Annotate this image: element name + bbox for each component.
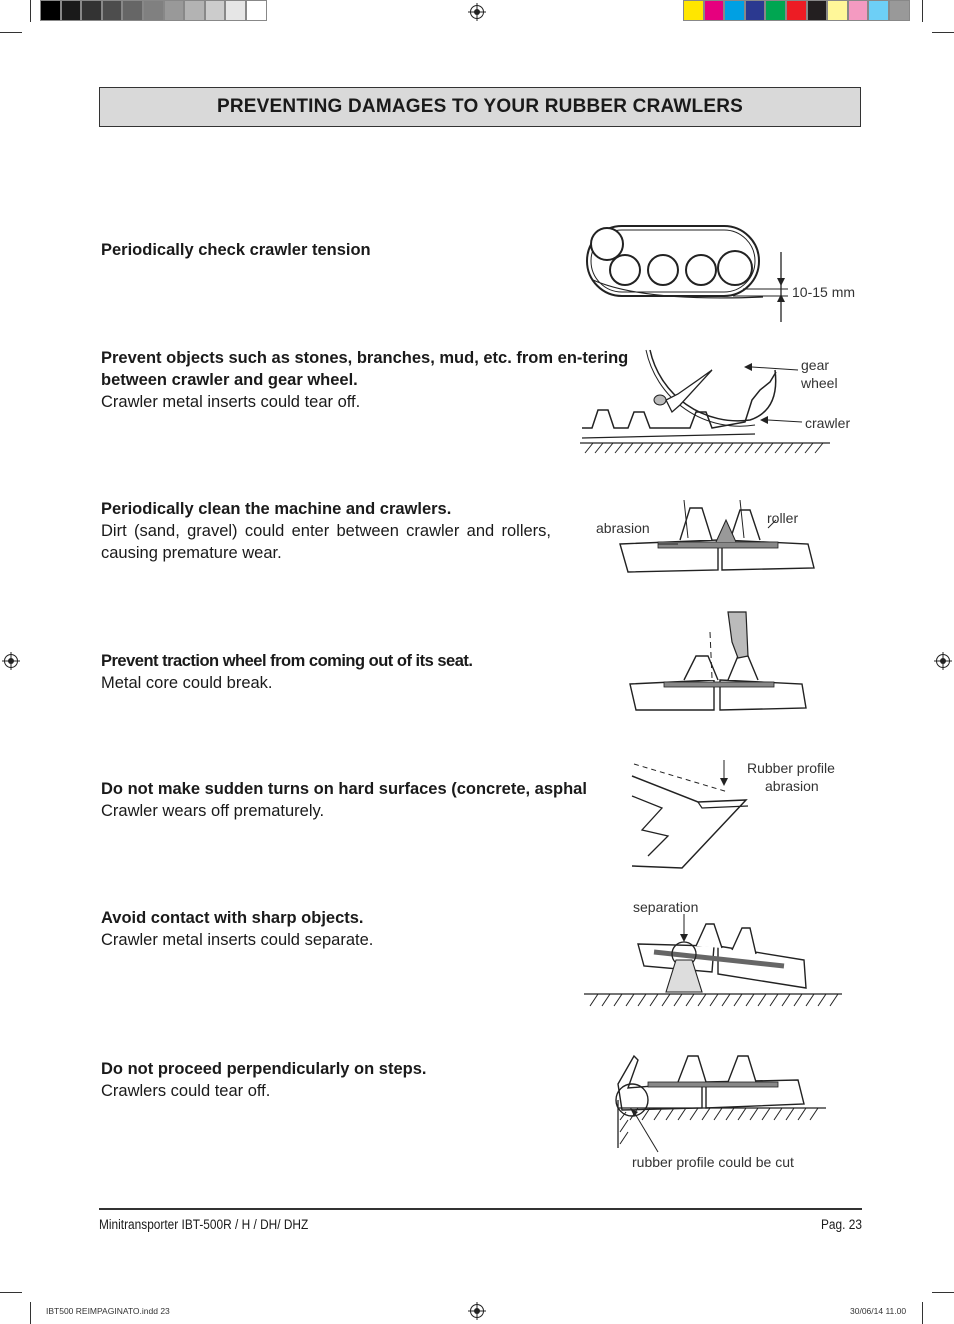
slug-date: 30/06/14 11.00 — [850, 1306, 907, 1316]
crop-mark — [0, 32, 22, 33]
crop-mark — [922, 1302, 923, 1324]
section-body: Metal core could break. — [101, 674, 273, 692]
section-sudden-turns — [101, 778, 629, 822]
swatch — [102, 0, 123, 21]
tension-label: 10-15 mm — [792, 284, 856, 300]
gray-color-bar — [40, 0, 267, 22]
crop-mark — [30, 1302, 31, 1324]
swatch — [765, 0, 786, 21]
swatch — [724, 0, 745, 21]
swatch — [868, 0, 889, 21]
section-heading: Do not proceed perpendicularly on steps. — [101, 1060, 427, 1078]
swatch — [786, 0, 807, 21]
wheel-label: wheel — [801, 375, 838, 391]
slug-filename: IBT500 REIMPAGINATO.indd 23 — [46, 1306, 170, 1316]
abrasion-label: abrasion — [596, 520, 650, 536]
page-number: Pag. 23 — [821, 1217, 862, 1232]
swatch — [40, 0, 61, 21]
section-body: Crawlers could tear off. — [101, 1082, 271, 1100]
section-clean-machine — [101, 498, 551, 564]
swatch — [827, 0, 848, 21]
section-crawler-tension — [101, 239, 371, 261]
swatch — [205, 0, 226, 21]
section-body: Crawler metal inserts could tear off. — [101, 393, 361, 411]
swatch — [683, 0, 704, 21]
steps-label: rubber profile could be cut — [632, 1154, 794, 1170]
swatch — [164, 0, 185, 21]
crop-mark — [922, 0, 923, 22]
sharp-objects-figure — [584, 914, 846, 1014]
swatch — [225, 0, 246, 21]
swatch — [745, 0, 766, 21]
section-gear-wheel — [101, 347, 633, 413]
section-body: Dirt (sand, gravel) could enter between crawler and rollers, causing premature wear. — [101, 522, 551, 562]
swatch — [807, 0, 828, 21]
registration-mark-icon — [2, 652, 20, 670]
section-heading: Periodically check crawler tension — [101, 241, 371, 259]
process-color-bar — [683, 0, 910, 22]
swatch — [246, 0, 267, 21]
swatch — [184, 0, 205, 21]
traction-wheel-figure — [628, 612, 808, 712]
section-heading: Prevent traction wheel from coming out of its seat. — [101, 652, 473, 670]
section-heading: Periodically clean the machine and crawlers. — [101, 500, 452, 518]
section-heading: Avoid contact with sharp objects. — [101, 909, 364, 927]
section-steps — [101, 1058, 426, 1102]
steps-figure — [608, 1048, 833, 1158]
page-title-box — [99, 87, 861, 127]
registration-mark-icon — [934, 652, 952, 670]
crop-mark — [0, 1292, 22, 1293]
swatch — [81, 0, 102, 21]
swatch — [889, 0, 910, 21]
swatch — [122, 0, 143, 21]
sudden-turns-figure — [628, 756, 758, 871]
crop-mark — [30, 0, 31, 22]
crawler-tension-figure — [583, 222, 793, 327]
rubber-profile-label: Rubber profile — [747, 760, 835, 776]
section-body: Crawler metal inserts could separate. — [101, 931, 374, 949]
footer-model: Minitransporter IBT-500R / H / DH/ DHZ — [99, 1217, 309, 1232]
crop-mark — [932, 1292, 954, 1293]
swatch — [61, 0, 82, 21]
rubber-abrasion-label: abrasion — [765, 778, 819, 794]
section-heading: Do not make sudden turns on hard surfaces (concrete, asphal — [101, 780, 587, 798]
gear-label: gear — [801, 357, 830, 373]
crawler-label: crawler — [805, 415, 851, 431]
roller-label: roller — [767, 510, 799, 526]
section-traction-wheel — [101, 650, 472, 694]
page-title: PREVENTING DAMAGES TO YOUR RUBBER CRAWLERS — [216, 96, 744, 117]
section-sharp-objects — [101, 907, 373, 951]
swatch — [143, 0, 164, 21]
swatch — [848, 0, 869, 21]
section-body: Crawler wears off prematurely. — [101, 802, 325, 820]
section-heading: Prevent objects such as stones, branches, mud, etc. from en-tering between crawler and gear wheel. — [101, 349, 629, 389]
registration-mark-icon — [468, 1302, 486, 1320]
swatch — [704, 0, 725, 21]
crop-mark — [932, 32, 954, 33]
registration-mark-icon — [468, 3, 486, 21]
footer-rule — [99, 1208, 862, 1210]
separation-label: separation — [633, 899, 699, 915]
